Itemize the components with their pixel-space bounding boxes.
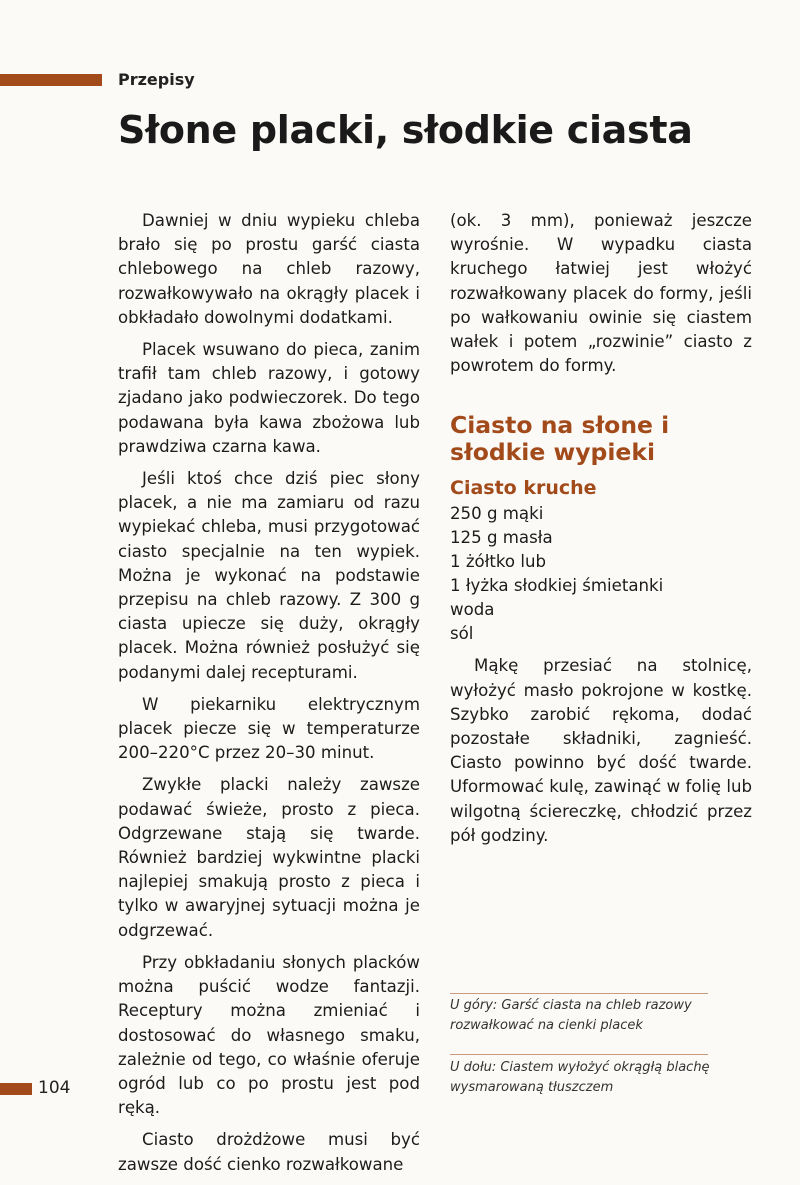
ingredient-list (450, 502, 752, 646)
caption-divider (450, 993, 708, 994)
recipe-subheading: Ciasto kruche (450, 477, 597, 500)
caption-top: U góry: Garść ciasta na chleb razowy rozwałkować na cienki placek (450, 998, 692, 1033)
right-column (450, 209, 752, 856)
paragraph-continuation: (ok. 3 mm), ponieważ jeszcze wyrośnie. W wypadku ciasta kruchego łatwiej jest włożyć rozwałkowany placek do formy, jeśli po wałkowaniu owinie się ciastem wałek i potem „rozwinie” ciasto z powrotem do formy. (450, 211, 752, 376)
ingredient-item: 250 g mąki (450, 504, 544, 524)
paragraph: W piekarniku elektrycznym placek piecze się w temperaturze 200–220°C przez 20–30 minut. (118, 694, 420, 763)
paragraph: Przy obkładaniu słonych placków można puścić wodze fantazji. Receptury można zmieniać i dostosować do własnego smaku, zależnie od tego, co właśnie oferuje ogród lub co po prostu jest pod ręką. (118, 952, 420, 1118)
page-number: 104 (38, 1078, 71, 1098)
ingredient-item: sól (450, 624, 474, 644)
caption-bottom: U dołu: Ciastem wyłożyć okrągłą blachę wysmarowaną tłuszczem (450, 1060, 710, 1095)
footer-accent-bar (0, 1083, 32, 1095)
ingredient-item: 1 żółtko lub (450, 552, 547, 572)
paragraph: Ciasto drożdżowe musi być zawsze dość cienko rozwałkowane (118, 1130, 420, 1174)
ingredient-item: woda (450, 600, 495, 620)
page-title: Słone placki, słodkie ciasta (118, 108, 693, 152)
method-paragraph: Mąkę przesiać na stolnicę, wyłożyć masło pokrojone w kostkę. Szybko zarobić rękoma, dodać pozostałe składniki, zagnieść. Ciasto powinno być dość twarde. Uformować kulę, zawinąć w folię lub wilgotną ściereczkę, chłodzić przez pół godziny. (450, 656, 752, 845)
section-label: Przepisy (118, 70, 195, 89)
caption-divider (450, 1054, 708, 1055)
paragraph: Dawniej w dniu wypieku chleba brało się po prostu garść ciasta chlebowego na chleb razowy, rozwałkowywało na okrągły placek i obkładało dowolnymi dodatkami. (118, 211, 420, 327)
left-column (118, 209, 420, 1185)
ingredient-item: 125 g masła (450, 528, 553, 548)
recipe-heading: Ciasto na słone i słodkie wypieki (450, 411, 670, 467)
paragraph: Placek wsuwano do pieca, zanim trafił tam chleb razowy, i gotowy zjadano jako podwieczorek. Do tego podawana była kawa zbożowa lub prawdziwa czarna kawa. (118, 340, 420, 456)
paragraph: Zwykłe placki należy zawsze podawać świeże, prosto z pieca. Odgrzewane stają się twarde. Również bardziej wykwintne placki najlepiej smakują prosto z pieca i tylko w awaryjnej sytuacji można je odgrzewać. (118, 775, 420, 940)
section-accent-bar (0, 74, 102, 86)
ingredient-item: 1 łyżka słodkiej śmietanki (450, 576, 664, 596)
paragraph: Jeśli ktoś chce dziś piec słony placek, a nie ma zamiaru od razu wypiekać chleba, musi przygotować ciasto specjalnie na ten wypiek. Można je wykonać na podstawie przepisu na chleb razowy. Z 300 g ciasta upiecze się duży, okrągły placek. Można również posłużyć się podanymi dalej recepturami. (118, 469, 420, 682)
